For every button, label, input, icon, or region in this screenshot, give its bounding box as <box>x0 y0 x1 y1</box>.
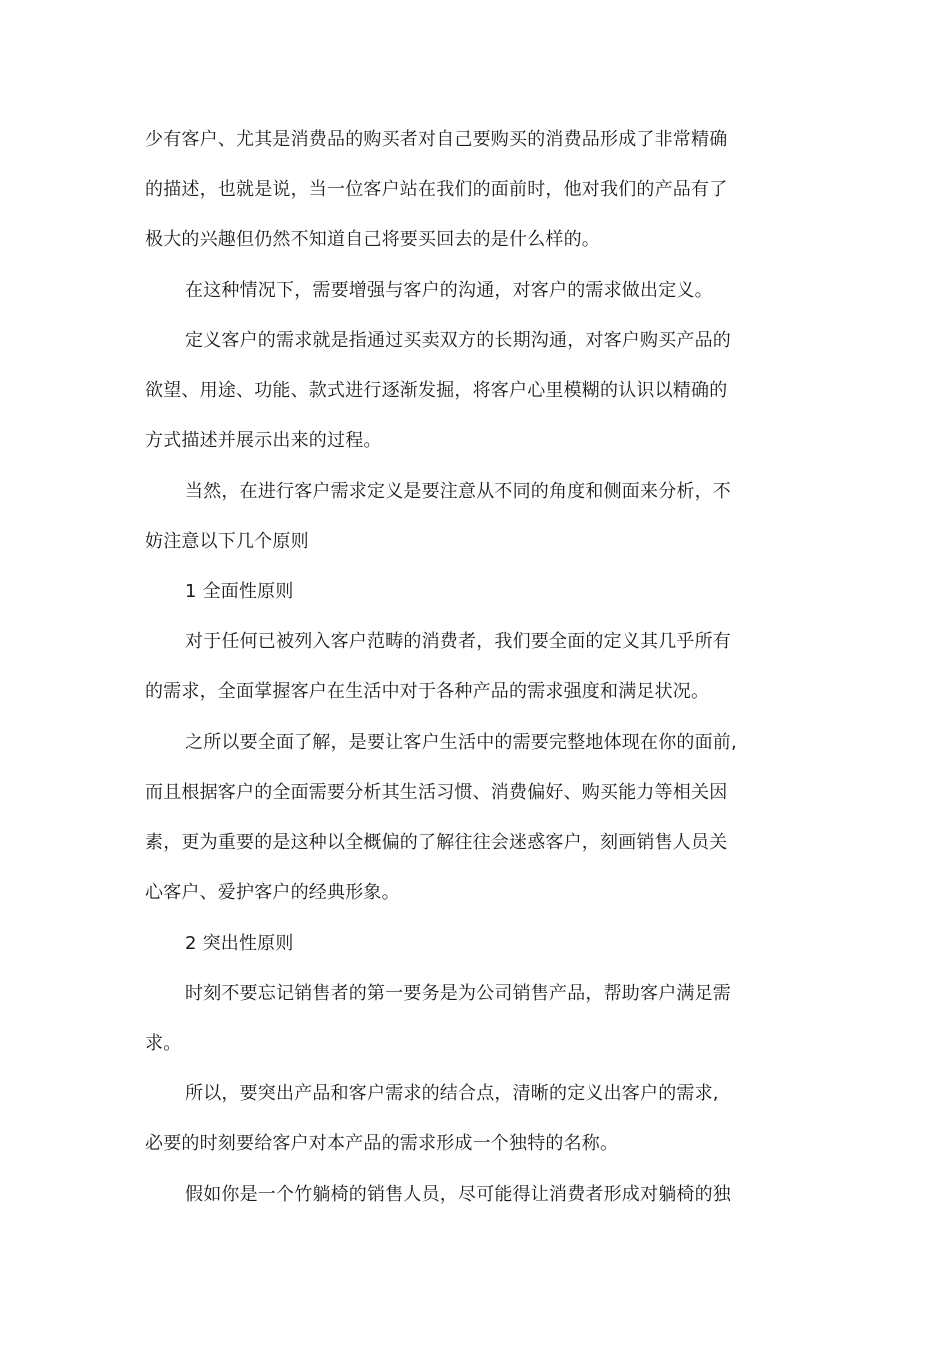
text-line: 的需求，全面掌握客户在生活中对于各种产品的需求强度和满足状况。 <box>145 681 710 702</box>
text-line: 必要的时刻要给客户对本产品的需求形成一个独特的名称。 <box>145 1133 619 1154</box>
text-line: 方式描述并展示出来的过程。 <box>145 430 382 451</box>
text-line: 极大的兴趣但仍然不知道自己将要买回去的是什么样的。 <box>145 229 600 250</box>
paragraph-first-line: 所以，要突出产品和客户需求的结合点，清晰的定义出客户的需求, <box>185 1083 719 1104</box>
paragraph-first-line: 在这种情况下，需要增强与客户的沟通，对客户的需求做出定义。 <box>185 280 713 301</box>
text-line: 妨注意以下几个原则 <box>145 531 309 552</box>
text-line: 求。 <box>145 1033 182 1054</box>
section-heading: 1 全面性原则 <box>185 581 294 602</box>
text-line: 素，更为重要的是这种以全概偏的了解往往会迷惑客户，刻画销售人员关 <box>145 832 728 853</box>
text-line: 少有客户、尤其是消费品的购买者对自己要购买的消费品形成了非常精确 <box>145 129 728 150</box>
text-line: 的描述，也就是说，当一位客户站在我们的面前时，他对我们的产品有了 <box>145 179 728 200</box>
paragraph-first-line: 假如你是一个竹躺椅的销售人员，尽可能得让消费者形成对躺椅的独 <box>185 1184 731 1205</box>
text-line: 心客户、爱护客户的经典形象。 <box>145 882 400 903</box>
paragraph-first-line: 定义客户的需求就是指通过买卖双方的长期沟通，对客户购买产品的 <box>185 330 731 351</box>
text-line: 欲望、用途、功能、款式进行逐渐发掘，将客户心里模糊的认识以精确的 <box>145 380 728 401</box>
section-heading: 2 突出性原则 <box>185 933 294 954</box>
paragraph-first-line: 对于任何已被列入客户范畴的消费者，我们要全面的定义其几乎所有 <box>185 631 731 652</box>
paragraph-first-line: 当然，在进行客户需求定义是要注意从不同的角度和侧面来分析，不 <box>185 481 731 502</box>
text-line: 而且根据客户的全面需要分析其生活习惯、消费偏好、购买能力等相关因 <box>145 782 728 803</box>
paragraph-first-line: 之所以要全面了解，是要让客户生活中的需要完整地体现在你的面前, <box>185 732 737 753</box>
paragraph-first-line: 时刻不要忘记销售者的第一要务是为公司销售产品，帮助客户满足需 <box>185 983 731 1004</box>
